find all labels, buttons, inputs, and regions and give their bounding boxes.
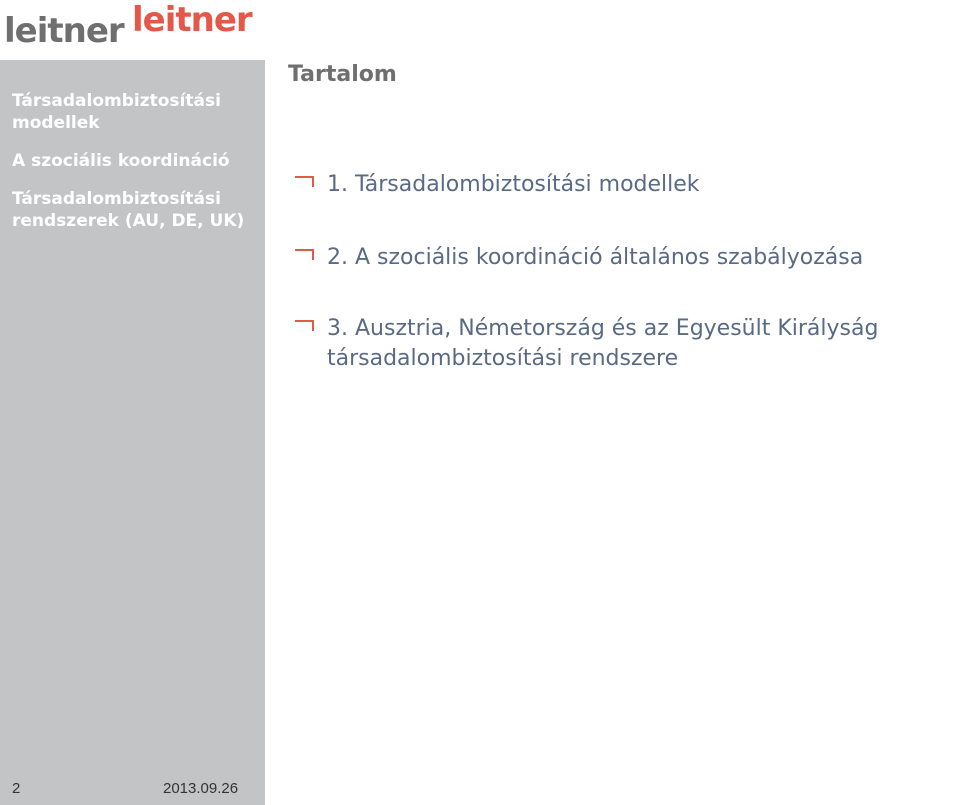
corner-bullet-icon	[295, 320, 315, 334]
logo-gray: leitner	[4, 11, 124, 51]
page-title: Tartalom	[288, 62, 397, 87]
sidebar-item-coordination[interactable]: A szociális koordináció	[12, 151, 230, 171]
sidebar	[0, 60, 265, 805]
page-number: 2	[12, 780, 21, 797]
sidebar-item-systems[interactable]: Társadalombiztosítási rendszerek (AU, DE, UK)	[12, 189, 245, 231]
header-logos	[0, 0, 960, 60]
corner-bullet-icon	[295, 249, 315, 263]
footer-date: 2013.09.26	[163, 780, 239, 797]
toc-item-text: 3. Ausztria, Németország és az Egyesült Királyság társadalombiztosítási rendszere	[327, 316, 879, 371]
toc-item-text: 2. A szociális koordináció általános szabályozása	[327, 245, 864, 270]
sidebar-item-models[interactable]: Társadalombiztosítási modellek	[12, 91, 221, 133]
toc-item-text: 1. Társadalombiztosítási modellek	[327, 172, 700, 197]
corner-bullet-icon	[295, 176, 315, 190]
logo-red: leitner	[132, 0, 252, 40]
